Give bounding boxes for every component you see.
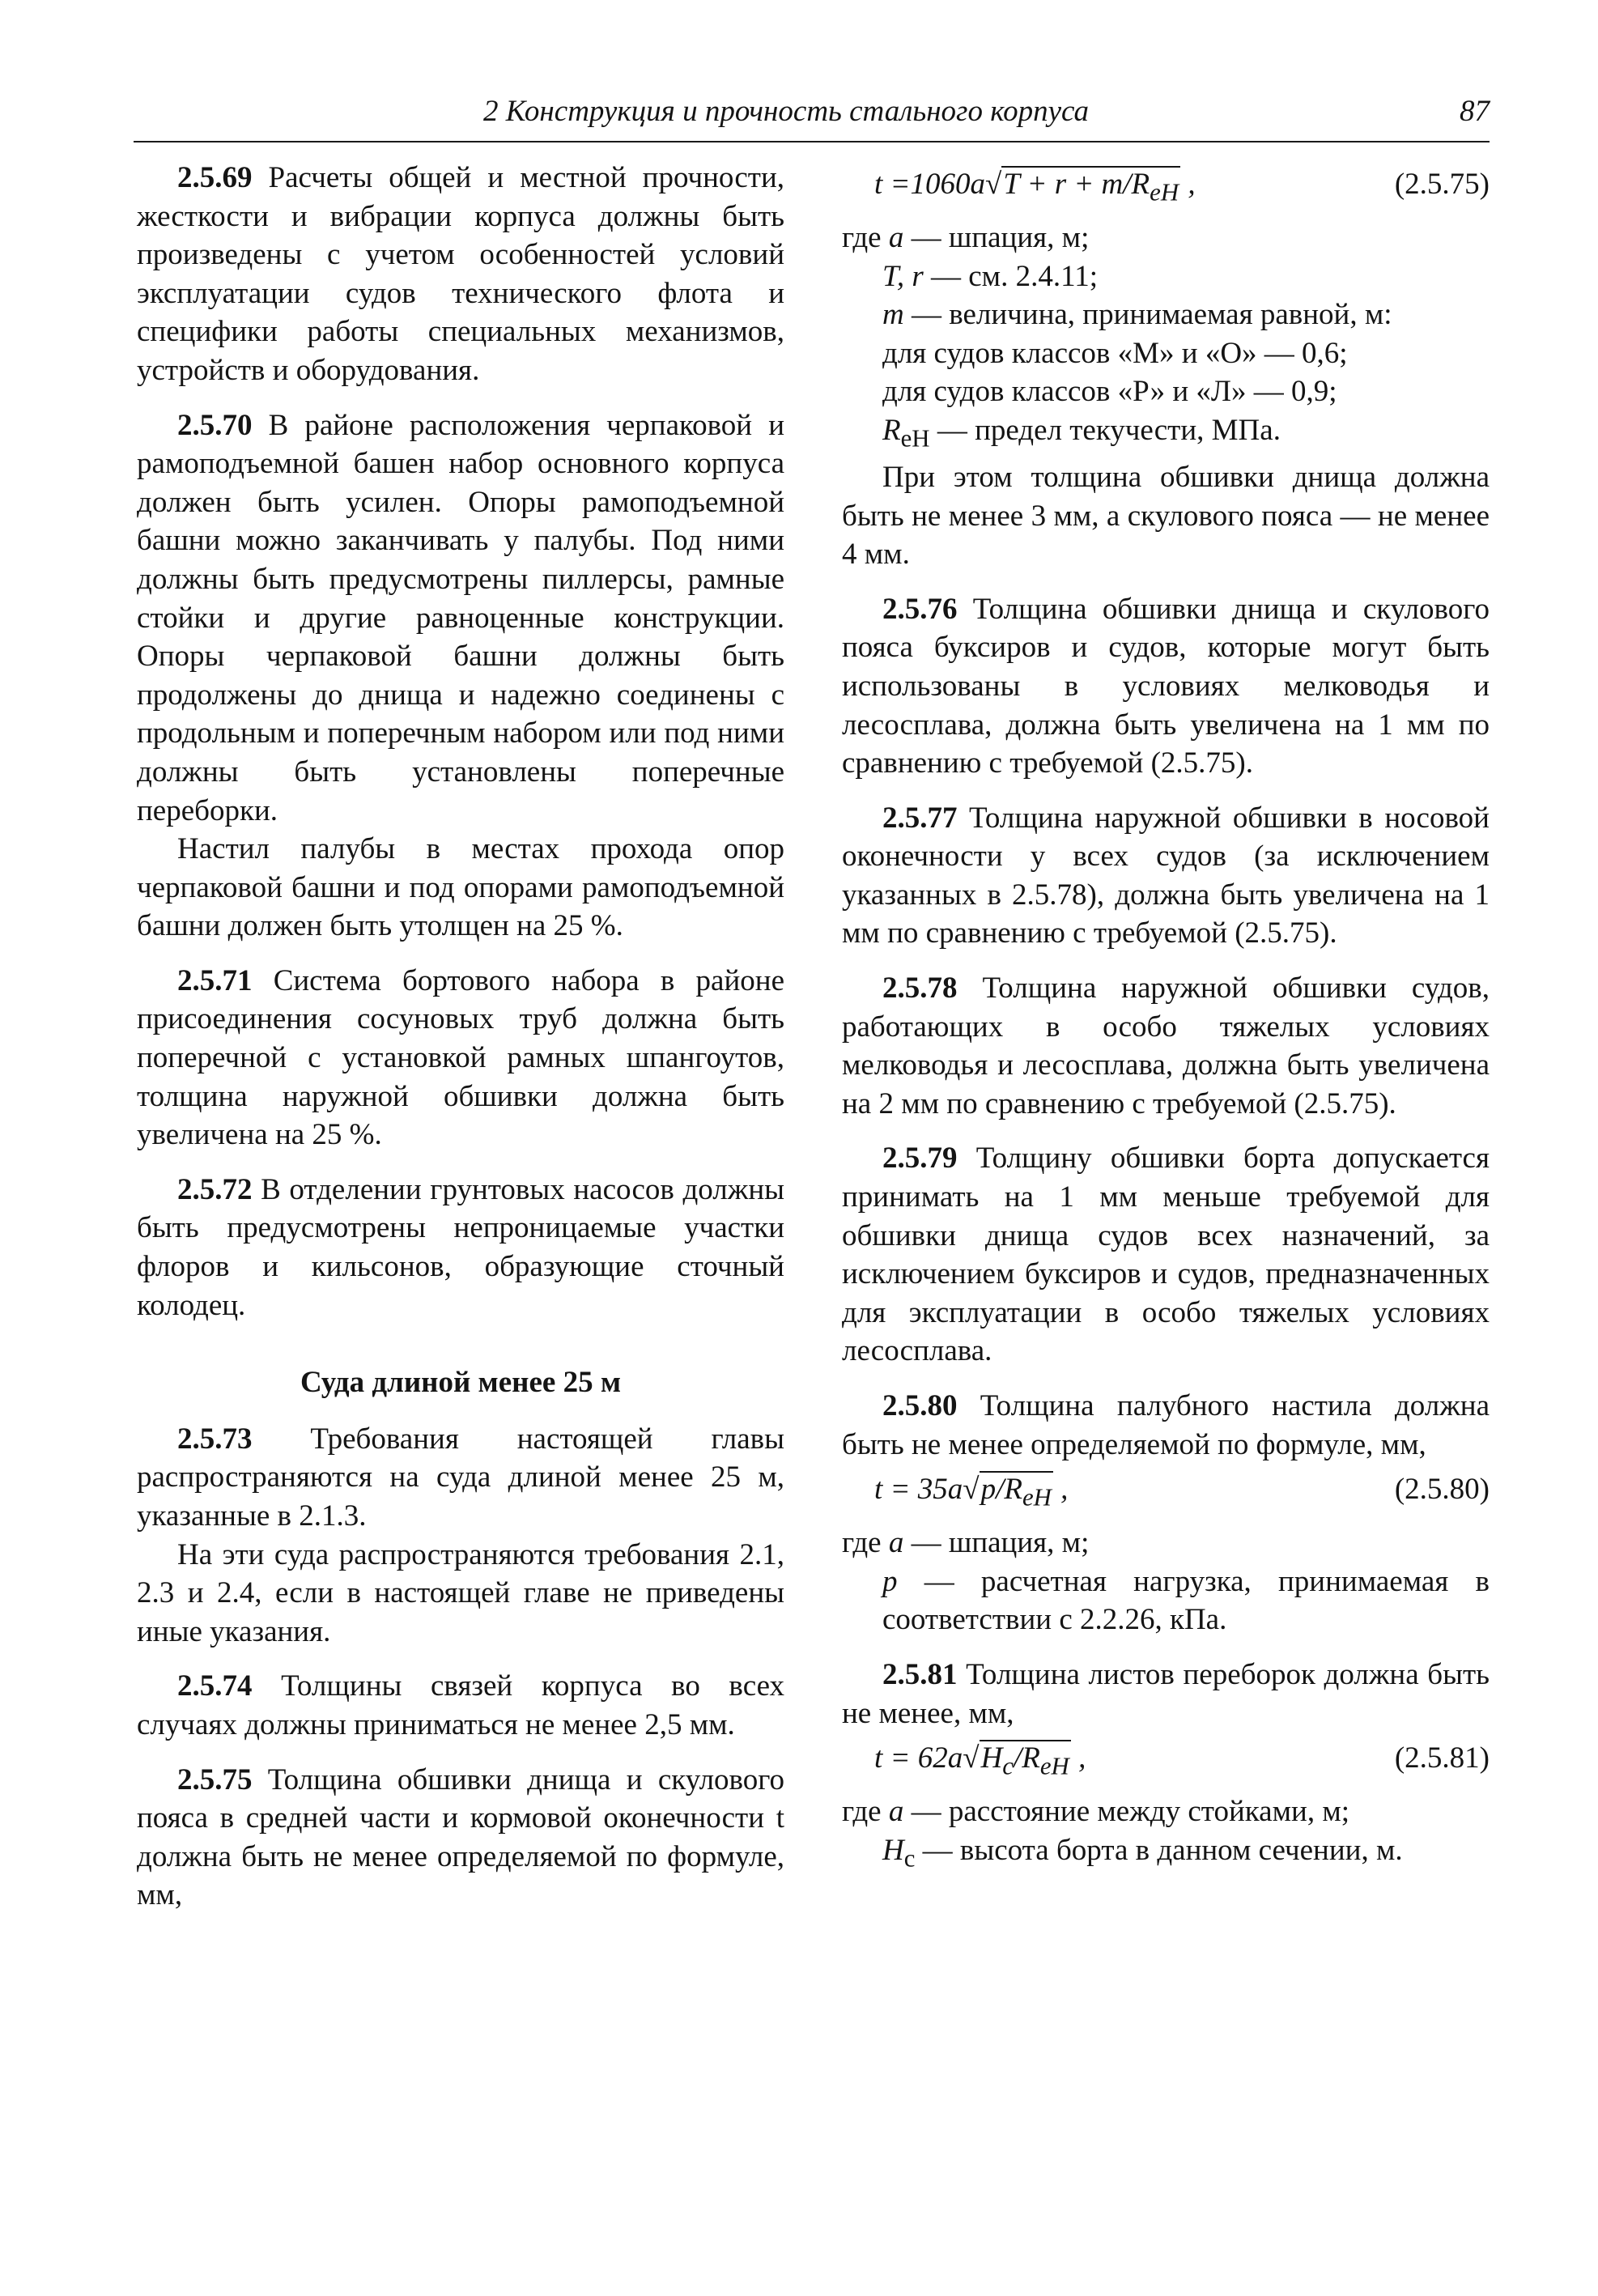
definition-text: — шпация, м; [903,221,1090,254]
paragraph-2-5-81 [842,1656,1490,1733]
paragraph-2-5-78 [842,969,1490,1123]
definition-text: — расстояние между стойками, м; [903,1795,1350,1829]
symbol: T, r [882,259,924,293]
definition-text: — расчетная нагрузка, принимаемая в соответствии с 2.2.26, кПа. [882,1564,1490,1637]
symbol: H [882,1833,904,1867]
definition-text: — высота борта в данном сечении, м. [915,1833,1403,1867]
formula-lhs: t = 62a [874,1741,963,1775]
paragraph-2-5-76 [842,590,1490,783]
clause-number: 2.5.81 [882,1657,958,1691]
symbol: a [888,1795,904,1829]
formula-expression [874,1470,1068,1517]
page-number: 87 [1460,95,1490,128]
paragraph-2-5-80 [842,1387,1490,1464]
definition-m-value-1: для судов классов «М» и «О» — 0,6; [882,336,1348,370]
symbol: R [882,413,901,447]
equation-number: (2.5.75) [1394,168,1490,201]
clause-number: 2.5.75 [177,1762,253,1796]
symbol: a [888,221,904,254]
clause-text: Толщина палубного настила должна быть не менее определяемой по формуле, мм, [842,1389,1490,1461]
clause-text: Толщина обшивки днища и скулового пояса в средней части и кормовой оконечности t должна быть не менее определяемой по формуле, мм, [137,1762,784,1912]
formula-2-5-81 [842,1739,1490,1784]
formula-2-5-75 [842,165,1490,210]
clause-number: 2.5.72 [177,1172,253,1206]
clause-text: Система бортового набора в районе присоединения сосуновых труб должна быть поперечной с установкой рамных шпангоутов, толщина наружной обшивки должна быть увеличена на 25 %. [137,963,784,1152]
clause-number: 2.5.78 [882,972,958,1006]
sqrt-sign: √ [963,1741,980,1775]
clause-number: 2.5.70 [177,408,253,442]
clause-text: В районе расположения черпаковой и рамоподъемной башен набор основного корпуса должен быть усилен. Опоры рамоподъемной башни можно заканчивать у палубы. Под ними должны быть предусмотрены пиллерсы, рамные стойки и другие равноценные конструкции. Опоры черпаковой башни должны быть продолжены до днища и надежно соединены с продольным и поперечным набором или под ними должны быть установлены поперечные переборки. [137,408,784,827]
paragraph-2-5-75 [137,1761,784,1915]
paragraph-2-5-69 [137,159,784,390]
clause-text: Толщина листов переборок должна быть не менее, мм, [842,1657,1490,1730]
clause-text: Требования настоящей главы распространяются на суда длиной менее 25 м, указанные в 2.1.3. [137,1422,784,1533]
formula-radicand [980,1471,1053,1512]
clause-number: 2.5.71 [177,963,253,997]
formula-lhs: t =1060a [874,168,985,201]
formula-expression [874,1739,1086,1786]
clause-number: 2.5.80 [882,1389,958,1423]
formula-lhs: t = 35a [874,1473,963,1507]
clause-number: 2.5.77 [882,801,958,835]
symbol: m [882,298,904,332]
definition-p [842,1563,1490,1639]
definition-a-2 [842,1524,1490,1563]
paragraph-min-thickness: При этом толщина обшивки днища должна быть не менее 3 мм, а скулового пояса — не менее 4 мм. [842,460,1490,572]
radicand-denominator: /R [1013,1741,1040,1775]
clause-text: Толщина обшивки днища и скулового пояса буксиров и судов, которые могут быть использованы в условиях мелководья и лесосплава, должна быть увеличена на 1 мм по сравнению с требуемой (2.5.75). [842,592,1490,780]
right-column [842,159,1490,1878]
clause-number: 2.5.69 [177,161,253,194]
formula-radicand [980,1740,1071,1780]
paragraph-2-5-70-continued: Настил палубы в местах прохода опор черпаковой башни и под опорами рамоподъемной башни должен быть утолщен на 25 %. [137,832,784,943]
clause-text: Толщина наружной обшивки в носовой оконечности у всех судов (за исключением указанных в 2.5.78), должна быть увеличена на 1 мм по сравнению с требуемой (2.5.75). [842,801,1490,950]
subscript: eH [1022,1483,1052,1512]
formula-2-5-80 [842,1470,1490,1516]
equation-number: (2.5.80) [1394,1473,1490,1507]
sqrt-sign: √ [985,168,1002,201]
radicand-denominator: /R [1123,168,1150,201]
radicand-text: H [980,1741,1003,1775]
left-column [137,159,784,1915]
header-title: 2 Конструкция и прочность стального корпуса [483,95,1090,128]
clause-text: Толщину обшивки борта допускается принимать на 1 мм меньше требуемой для обшивки днища судов всех назначений, за исключением буксиров и судов, предназначенных для эксплуатации в особо тяжелых условиях лесосплава. [842,1142,1490,1368]
paragraph-2-5-79 [842,1139,1490,1371]
paragraph-2-5-72 [137,1171,784,1324]
clause-text: Расчеты общей и местной прочности, жесткости и вибрации корпуса должны быть произведены с учетом особенностей условий эксплуатации судов технического флота и специфики работы специальных механизмов, устройств и оборудования. [137,161,784,387]
clause-number: 2.5.74 [177,1669,253,1703]
formula-tail: , [1180,168,1196,201]
clause-number: 2.5.76 [882,592,958,626]
clause-number: 2.5.73 [177,1422,253,1456]
radicand-text: T + r + m [1003,168,1124,201]
paragraph-2-5-77 [842,799,1490,953]
subscript: eH [1150,178,1179,206]
equation-number: (2.5.81) [1394,1741,1490,1775]
clause-text: В отделении грунтовых насосов должны быть предусмотрены непроницаемые участки флоров и кильсонов, образующие сточный колодец. [137,1172,784,1322]
subscript: eH [1039,1752,1069,1780]
subscript: c [1002,1752,1014,1780]
sqrt-sign: √ [963,1473,980,1507]
where-word: где [842,1526,889,1560]
definition-a-3 [842,1792,1490,1831]
definition-text: — величина, принимаемая равной, м: [903,298,1392,332]
paragraph-2-5-73-continued: На эти суда распространяются требования 2.1, 2.3 и 2.4, если в настоящей главе не приведены иные указания. [137,1537,784,1648]
paragraph-2-5-71 [137,962,784,1154]
definition-m [842,296,1490,334]
paragraph-2-5-74 [137,1667,784,1744]
definition-text: — предел текучести, МПа. [929,413,1281,447]
where-word: где [842,1795,889,1829]
symbol: a [888,1526,904,1560]
definition-a [842,219,1490,257]
symbol: p [882,1564,898,1598]
formula-expression [874,165,1196,212]
radicand-text: p/R [980,1473,1022,1507]
definition-hc [842,1831,1490,1878]
subscript: c [903,1844,916,1873]
definition-reh [842,411,1490,458]
clause-text: Толщина наружной обшивки судов, работающих в особо тяжелых условиях мелководья и лесосплава, должна быть увеличена на 2 мм по сравнению с требуемой (2.5.75). [842,972,1490,1120]
definition-t-r [842,257,1490,296]
formula-radicand [1001,166,1180,206]
section-heading: Суда длиной менее 25 м [300,1366,622,1400]
clause-number: 2.5.79 [882,1142,958,1176]
paragraph-2-5-70 [137,406,784,831]
running-header [134,91,1490,142]
clause-text: Толщины связей корпуса во всех случаях должны приниматься не менее 2,5 мм. [137,1669,784,1741]
formula-tail: , [1052,1473,1069,1507]
definition-text: — шпация, м; [903,1526,1090,1560]
formula-tail: , [1070,1741,1086,1775]
subscript: eH [900,424,930,453]
paragraph-2-5-73 [137,1420,784,1536]
definition-m-value-2: для судов классов «Р» и «Л» — 0,9; [882,375,1337,409]
definition-text: — см. 2.4.11; [923,259,1098,293]
where-word: где [842,221,889,254]
